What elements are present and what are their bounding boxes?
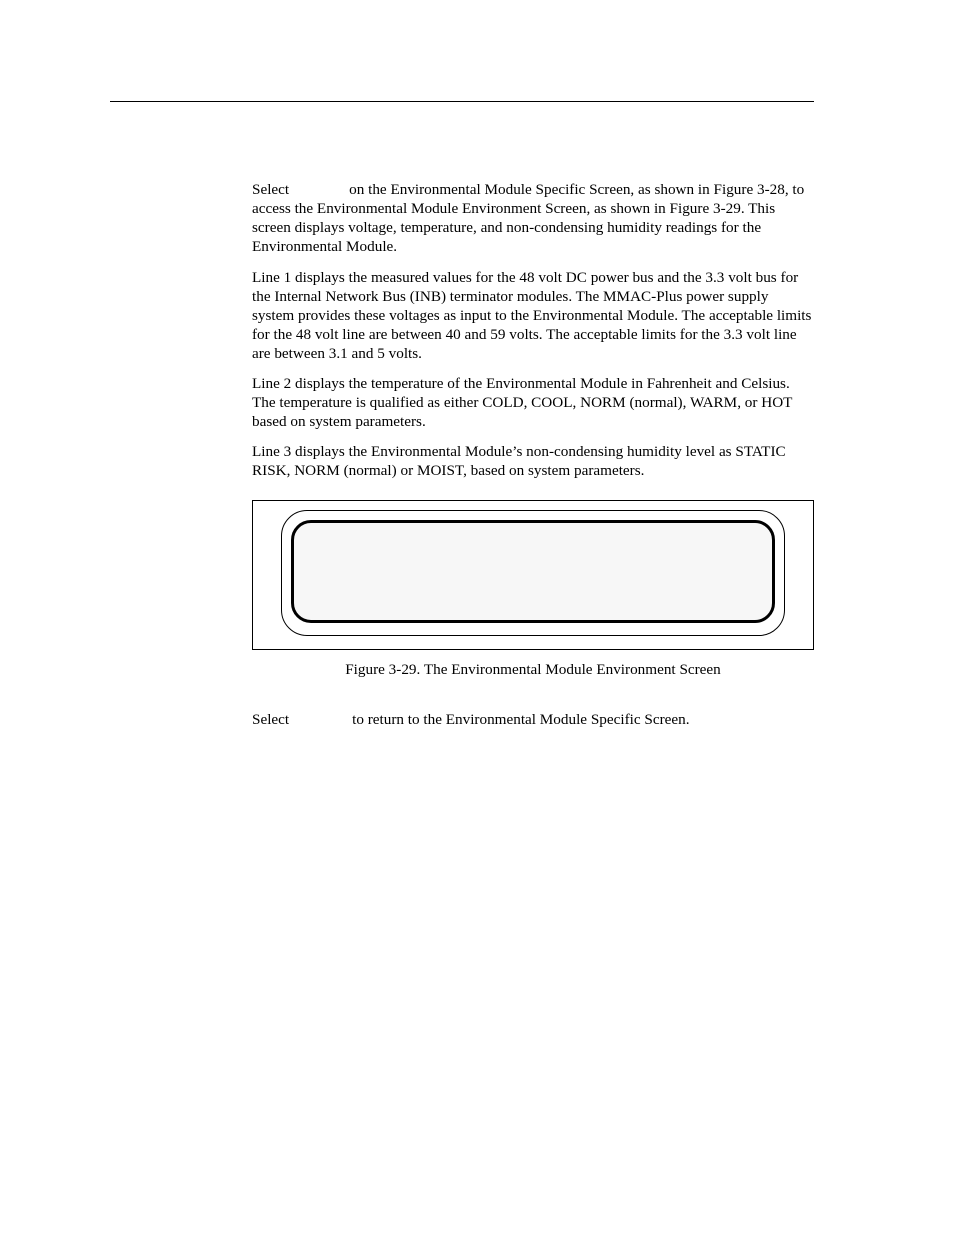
header-rule: [110, 101, 814, 102]
figure-caption: Figure 3-29. The Environmental Module Environment Screen: [345, 661, 721, 678]
figure-frame: [252, 500, 814, 650]
paragraph-line2: Line 2 displays the temperature of the Environmental Module in Fahrenheit and Celsius. The temperature is qualified as either COLD, COOL, NORM (normal), WARM, or HOT based on system parameters.: [252, 375, 793, 430]
paragraph-select-lead: Select: [252, 181, 290, 198]
lcd-display: [291, 520, 775, 623]
lcd-bezel: [281, 510, 785, 636]
paragraph-select-environment: [252, 180, 814, 256]
paragraph-select-body: on the Environmental Module Specific Screen, as shown in Figure 3-28, to access the Environmental Module Environment Screen, as shown in Figure 3-29. This screen displays voltage, temperature, and non-condensing humidity readings for the Environmental Module.: [252, 181, 805, 255]
paragraph-select-return: [252, 710, 814, 729]
paragraph-line1: Line 1 displays the measured values for the 48 volt DC power bus and the 3.3 volt bus for the Internal Network Bus (INB) terminator modules. The MMAC-Plus power supply system provides these voltages as input to the Environmental Module. The acceptable limits for the 48 volt line are between 40 and 59 volts. The acceptable limits for the 3.3 volt line are between 3.1 and 5 volts.: [252, 269, 812, 362]
paragraph-return-body: to return to the Environmental Module Specific Screen.: [352, 711, 690, 728]
paragraph-return-lead: Select: [252, 711, 290, 728]
paragraph-line3: Line 3 displays the Environmental Module’s non-condensing humidity level as STATIC RISK, NORM (normal) or MOIST, based on system parameters.: [252, 443, 786, 479]
